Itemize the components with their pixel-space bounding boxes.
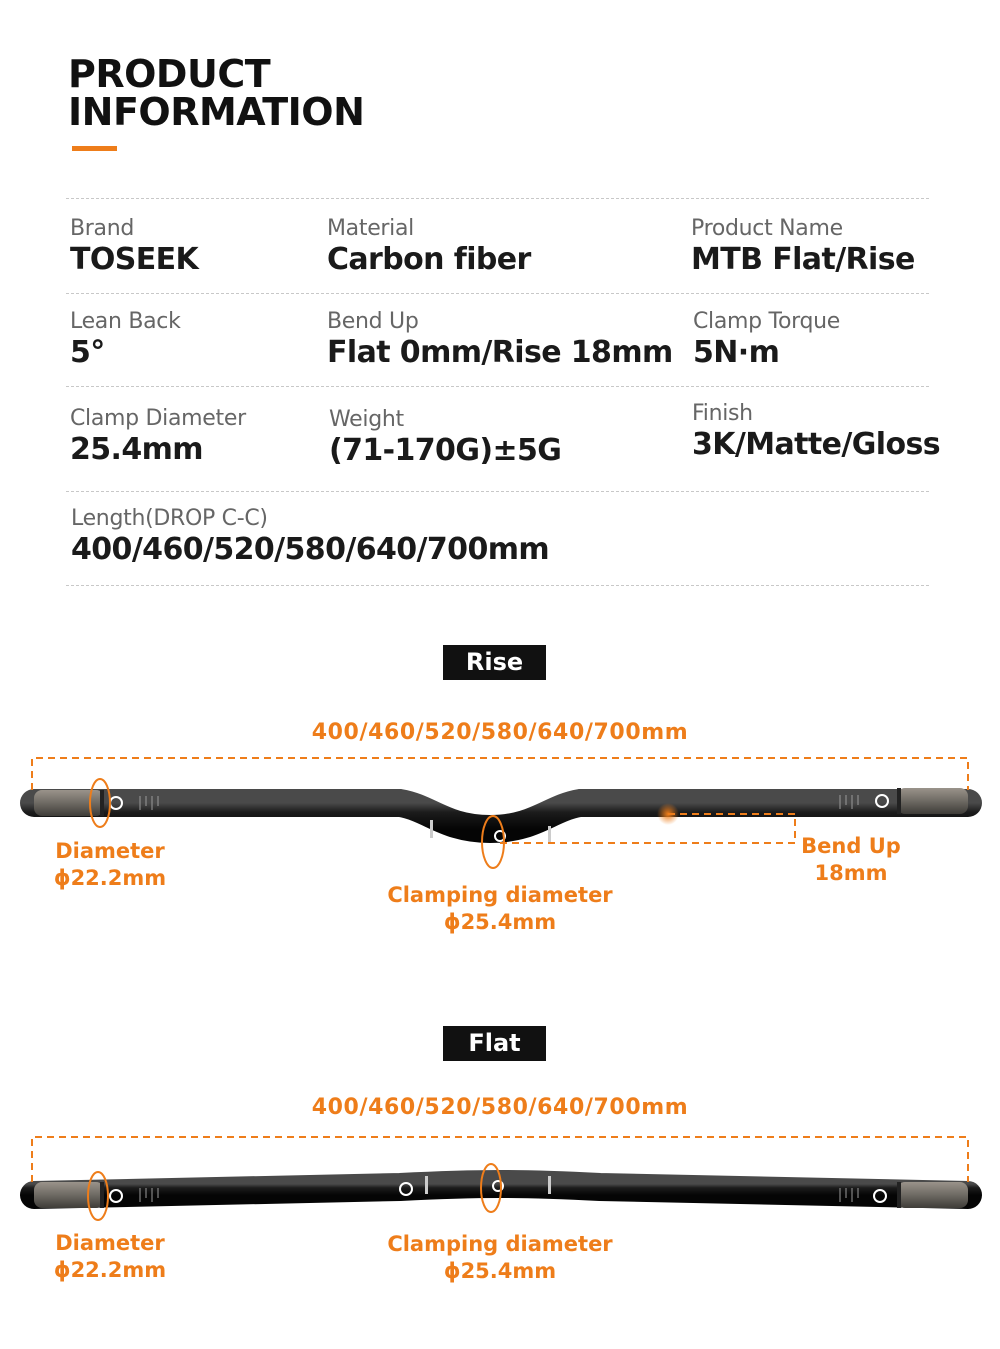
spec-label: Weight bbox=[329, 407, 404, 432]
rise-end-cap-left bbox=[34, 790, 104, 816]
callout-value: ϕ22.2mm bbox=[53, 1258, 167, 1282]
spec-value: TOSEEK bbox=[70, 242, 199, 277]
flat-end-cap-right bbox=[897, 1182, 968, 1208]
spec-label: Material bbox=[327, 216, 414, 241]
spec-value: Flat 0mm/Rise 18mm bbox=[327, 335, 673, 370]
spec-label: Length(DROP C-C) bbox=[71, 506, 268, 531]
callout-label: Clamping diameter bbox=[387, 883, 613, 907]
callout-label: Bend Up bbox=[801, 834, 901, 858]
callout-label: Clamping diameter bbox=[387, 1232, 613, 1256]
flat-length-label: 400/460/520/580/640/700mm bbox=[311, 1095, 689, 1120]
flat-handlebar bbox=[32, 1137, 968, 1220]
flat-diameter-callout bbox=[40, 1230, 180, 1284]
spec-label: Bend Up bbox=[327, 309, 419, 334]
rise-diameter-callout bbox=[40, 838, 180, 892]
flat-clamp-callout bbox=[360, 1231, 640, 1285]
spec-label: Finish bbox=[692, 401, 753, 426]
rise-tag: Rise bbox=[443, 645, 546, 680]
callout-label: Diameter bbox=[55, 839, 165, 863]
callout-value: ϕ25.4mm bbox=[443, 1259, 557, 1283]
spec-value: MTB Flat/Rise bbox=[691, 242, 915, 277]
rise-bend-callout bbox=[790, 833, 912, 887]
callout-value: 18mm bbox=[814, 861, 888, 885]
callout-value: ϕ22.2mm bbox=[53, 866, 167, 890]
spec-value: 5° bbox=[70, 335, 105, 370]
brand-logo-icon bbox=[404, 824, 416, 836]
rise-length-dimension-line bbox=[32, 758, 968, 790]
spec-label: Clamp Diameter bbox=[70, 406, 246, 431]
rise-end-cap-right bbox=[897, 788, 968, 814]
spec-label: Clamp Torque bbox=[693, 309, 841, 334]
spec-value: (71-170G)±5G bbox=[329, 433, 562, 468]
spec-value: Carbon fiber bbox=[327, 242, 531, 277]
rise-length-label: 400/460/520/580/640/700mm bbox=[311, 720, 689, 745]
spec-label: Lean Back bbox=[70, 309, 181, 334]
spec-label: Product Name bbox=[691, 216, 843, 241]
spec-label: Brand bbox=[70, 216, 135, 241]
rise-clamp-callout bbox=[360, 882, 640, 936]
spec-value: 3K/Matte/Gloss bbox=[692, 427, 940, 462]
flat-end-cap-left bbox=[34, 1182, 104, 1208]
title-line-2: INFORMATION bbox=[68, 90, 365, 134]
spec-value: 25.4mm bbox=[70, 432, 203, 467]
callout-label: Diameter bbox=[55, 1231, 165, 1255]
title-line-1: PRODUCT bbox=[68, 52, 271, 96]
flat-tag: Flat bbox=[443, 1026, 546, 1061]
spec-value: 5N·m bbox=[693, 335, 780, 370]
callout-value: ϕ25.4mm bbox=[443, 910, 557, 934]
spec-value: 400/460/520/580/640/700mm bbox=[71, 532, 550, 567]
